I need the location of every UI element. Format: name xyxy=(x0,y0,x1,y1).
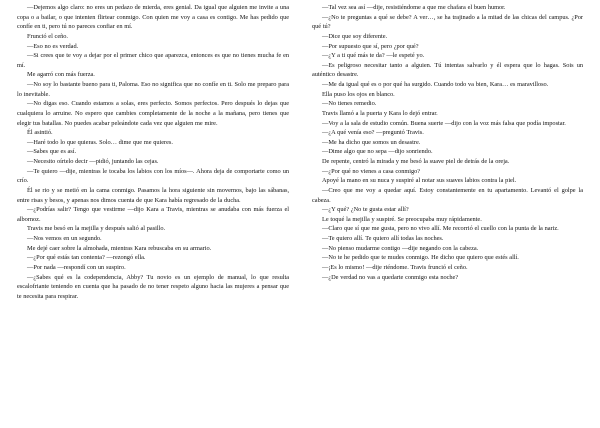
paragraph: —Nos vemos en un segundo. xyxy=(27,235,102,242)
paragraph: Travis me besó en la mejilla y después salió al pasillo. xyxy=(27,225,166,233)
paragraph: Le toqué la mejilla y suspiré. Se preocupaba muy rápidamente. xyxy=(322,215,482,223)
paragraph: Frunció el ceño. xyxy=(27,32,68,40)
paragraph: —Sabes que es así. xyxy=(27,148,77,156)
paragraph: —Es peligroso necesitar tanto a alguien. Tú intentas salvarlo y él espera que lo hagas. Sois un auténtico desastre. xyxy=(312,61,583,79)
paragraph: —No pienso mudarme contigo —dije negando con la cabeza. xyxy=(322,244,479,252)
paragraph: —Creo que me voy a quedar aquí. Estoy constantemente en tu apartamento. Levantó el golpe la cabeza. xyxy=(312,186,583,204)
paragraph: —Por supuesto que sí, pero ¿por qué? xyxy=(322,42,419,50)
paragraph: Travis llamó a la puerta y Kara lo dejó entrar. xyxy=(322,109,438,117)
paragraph: Ella puso los ojos en blanco. xyxy=(322,90,395,98)
paragraph: —Te quiero allí. Te quiero allí todas las noches. xyxy=(322,235,444,242)
paragraph: Él asintió. xyxy=(27,129,53,137)
paragraph: —¿Por qué estás tan contenta? —rezongó ella. xyxy=(27,254,146,262)
paragraph: Me agarró con más fuerza. xyxy=(27,71,95,79)
paragraph: —¿A qué venía eso? —preguntó Travis. xyxy=(322,129,424,137)
paragraph: —¿Y qué? ¿No te gusta estar allí? xyxy=(322,206,409,214)
paragraph: —Me da igual qué es o por qué ha surgido. Cuando todo va bien, Kara… es maravilloso. xyxy=(322,81,549,88)
paragraph: —Te quiero —dije, mientras le tocaba los labios con los míos—. Ahora deja de comportarte como un crío. xyxy=(17,167,289,185)
paragraph: —No soy lo bastante bueno para ti, Paloma. Eso no significa que no confíe en ti. Solo me preparo para lo inevitable. xyxy=(17,81,289,98)
paragraph: —Dejemos algo claro: no eres un pedazo de mierda, eres genial. Da igual que alguien me invite a una copa o a bailar, o que intenten flirtear conmigo. Con quien me voy a casa es contigo. Me has pedido que confíe en ti, pero tú no pareces confiar en mí. xyxy=(17,4,289,31)
paragraph: —¿Podrías salir? Tengo que vestirme —dijo Kara a Travis, mientras se anudaba con más fuerza el albornoz. xyxy=(17,206,289,223)
page-gutter xyxy=(299,0,300,428)
paragraph: —Dime algo que no sepa —dijo sonriendo. xyxy=(322,148,433,156)
paragraph: —¿Sabes qué es la codependencia, Abby? Tu novio es un ejemplo de manual, lo que resulta escalofriante teniendo en cuenta que ha pasado de no tener respeto alguno hacia las mujeres a pensar que te necesita para respirar. xyxy=(17,273,289,300)
paragraph: —Eso no es verdad. xyxy=(27,42,79,50)
left-page-text xyxy=(17,3,289,301)
paragraph: —Necesito oírtelo decir —pidió, juntando las cejas. xyxy=(27,158,159,165)
paragraph: —¿Por qué no vienes a casa conmigo? xyxy=(322,167,421,175)
paragraph: Él se rio y se metió en la cama conmigo. Pasamos la hora siguiente sin movernos, bajo las sábanas, entre risas y besos, y apenas nos dimos cuenta de que Kara había regresado de la ducha. xyxy=(17,186,289,204)
paragraph: —Voy a la sala de estudio común. Buena suerte —dijo con la voz más falsa que podía impostar. xyxy=(322,119,566,127)
paragraph: —¿Y a ti qué más te da? —le espeté yo. xyxy=(322,52,425,60)
paragraph: —Haré todo lo que quieras. Solo… dime que me quieres. xyxy=(27,138,173,146)
right-page-text xyxy=(312,3,583,282)
paragraph: Apoyé la mano en su nuca y suspiré al notar sus suaves labios contra la piel. xyxy=(322,177,517,185)
paragraph: De repente, centró la mirada y me besó la suave piel de detrás de la oreja. xyxy=(322,158,510,165)
paragraph: Me dejé caer sobre la almohada, mientras Kara rebuscaba en su armario. xyxy=(27,244,212,252)
paragraph: —No te he pedido que te mudes conmigo. He dicho que quiero que estés allí. xyxy=(322,254,519,262)
paragraph: —¿No te preguntas a qué se debe? A ver…, se ha trajinado a la mitad de las chicas del campus. ¿Por qué tú? xyxy=(312,13,583,31)
paragraph: —No digas eso. Cuando estamos a solas, eres perfecto. Somos perfectos. Pero después lo dejas que cualquiera lo arruine. No espero que cambies completamente de la noche a la mañana, pero tienes que elegir tus batallas. No puedes acabar peleándote cada vez que alguien me mire. xyxy=(17,100,289,127)
paragraph: —Por nada —respondí con un suspiro. xyxy=(27,263,126,271)
paragraph: —No tienes remedio. xyxy=(322,100,377,108)
paragraph: —Me ha dicho que somos un desastre. xyxy=(322,138,421,146)
paragraph: —Claro que sí que me gusta, pero no vivo allí. Me recorrió el cuello con la punta de la nariz. xyxy=(322,225,559,233)
paragraph: —¿De verdad no vas a quedarte conmigo esta noche? xyxy=(322,273,459,281)
paragraph: —Dice que soy diferente. xyxy=(322,32,388,40)
paragraph: —¡Es lo mismo! —dije riéndome. Travis frunció el ceño. xyxy=(322,263,468,271)
paragraph: —Si crees que te voy a dejar por el primer chico que aparezca, entonces es que no tienes mucha fe en mí. xyxy=(17,52,289,69)
paragraph: —Tal vez sea así —dije, resistiéndome a que me chafara el buen humor. xyxy=(322,4,506,11)
